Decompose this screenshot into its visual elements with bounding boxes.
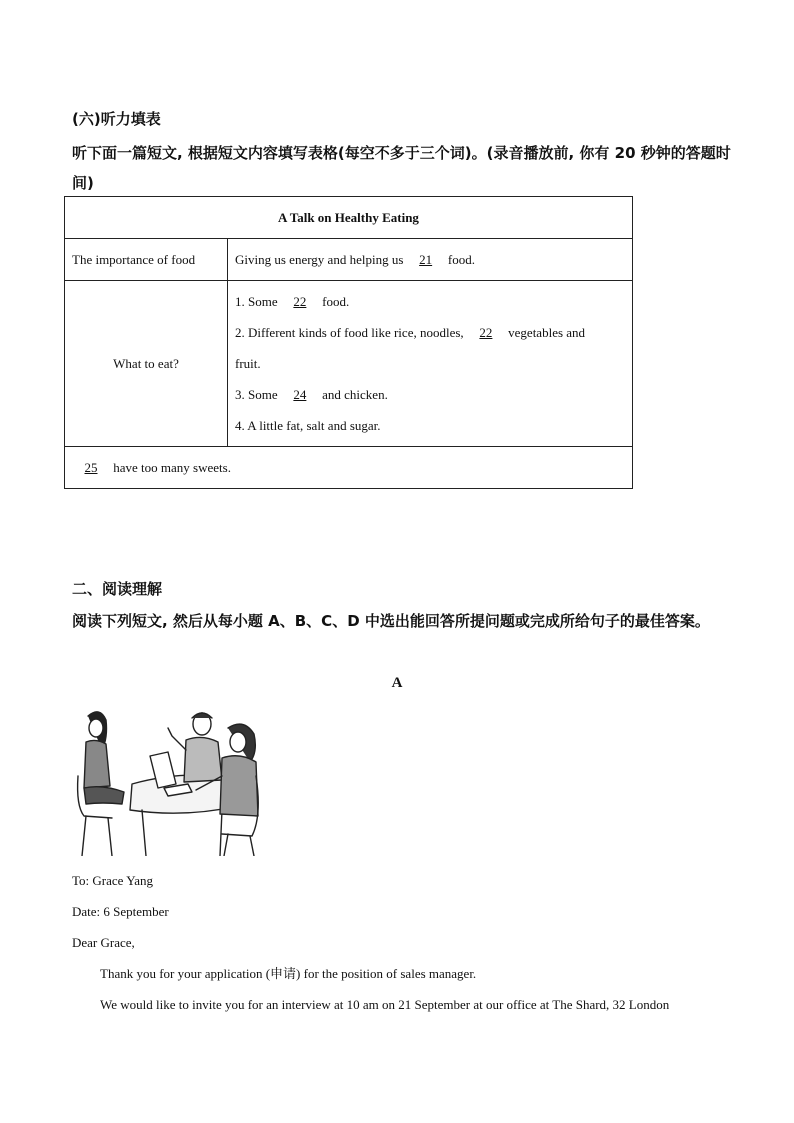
letter-paragraph-2: We would like to invite you for an interview at 10 am on 21 September at our office at The Shard, 32 London bbox=[100, 997, 670, 1012]
item-text: 1. Some bbox=[235, 294, 278, 309]
section-title-listening: (六)听力填表 bbox=[72, 110, 161, 128]
item-text: 2. Different kinds of food like rice, noodles, bbox=[235, 325, 464, 340]
letter-body bbox=[72, 870, 732, 1025]
list-item-continuation: fruit. bbox=[235, 356, 261, 371]
blank-22b: 22 bbox=[479, 325, 493, 340]
table-row bbox=[65, 447, 633, 489]
text-before-blank: Giving us energy and helping us bbox=[235, 251, 404, 267]
table-row bbox=[65, 281, 633, 447]
letter-date: Date: 6 September bbox=[72, 904, 169, 919]
blank-21: 21 bbox=[419, 251, 433, 267]
interview-illustration bbox=[72, 706, 262, 856]
row-label-importance: The importance of food bbox=[65, 239, 228, 281]
table-row bbox=[65, 239, 633, 281]
list-item bbox=[235, 286, 625, 317]
listening-instruction: 听下面一篇短文, 根据短文内容填写表格(每空不多于三个词)。(录音播放前, 你有 20 秒钟的答题时间) bbox=[72, 144, 731, 192]
blank-25: 25 bbox=[84, 459, 98, 475]
reading-instruction: 阅读下列短文, 然后从每小题 A、B、C、D 中选出能回答所提问题或完成所给句子的最佳答案。 bbox=[72, 612, 710, 630]
item-text: vegetables and bbox=[508, 325, 586, 340]
letter-greeting: Dear Grace, bbox=[72, 935, 135, 950]
item-text: 3. Some bbox=[235, 387, 278, 402]
listening-table bbox=[64, 196, 633, 489]
item-text: have too many sweets. bbox=[113, 459, 231, 475]
blank-22a: 22 bbox=[293, 294, 307, 309]
text-after-blank: food. bbox=[447, 251, 475, 267]
letter-to: To: Grace Yang bbox=[72, 873, 154, 888]
letter-paragraph-1: Thank you for your application (申请) for the position of sales manager. bbox=[100, 966, 477, 981]
row-content-importance bbox=[228, 239, 633, 281]
row-content-sweets bbox=[65, 447, 633, 489]
section-title-reading: 二、阅读理解 bbox=[72, 580, 163, 598]
passage-label: A bbox=[391, 675, 403, 691]
item-text: food. bbox=[322, 294, 350, 309]
item-text: and chicken. bbox=[322, 387, 388, 402]
list-item: 4. A little fat, salt and sugar. bbox=[235, 418, 381, 433]
blank-24: 24 bbox=[293, 387, 307, 402]
list-item bbox=[235, 317, 625, 348]
row-label-what-to-eat: What to eat? bbox=[65, 281, 228, 447]
table-title: A Talk on Healthy Eating bbox=[65, 197, 633, 239]
list-item bbox=[235, 379, 625, 410]
row-content-what-to-eat bbox=[228, 281, 633, 447]
